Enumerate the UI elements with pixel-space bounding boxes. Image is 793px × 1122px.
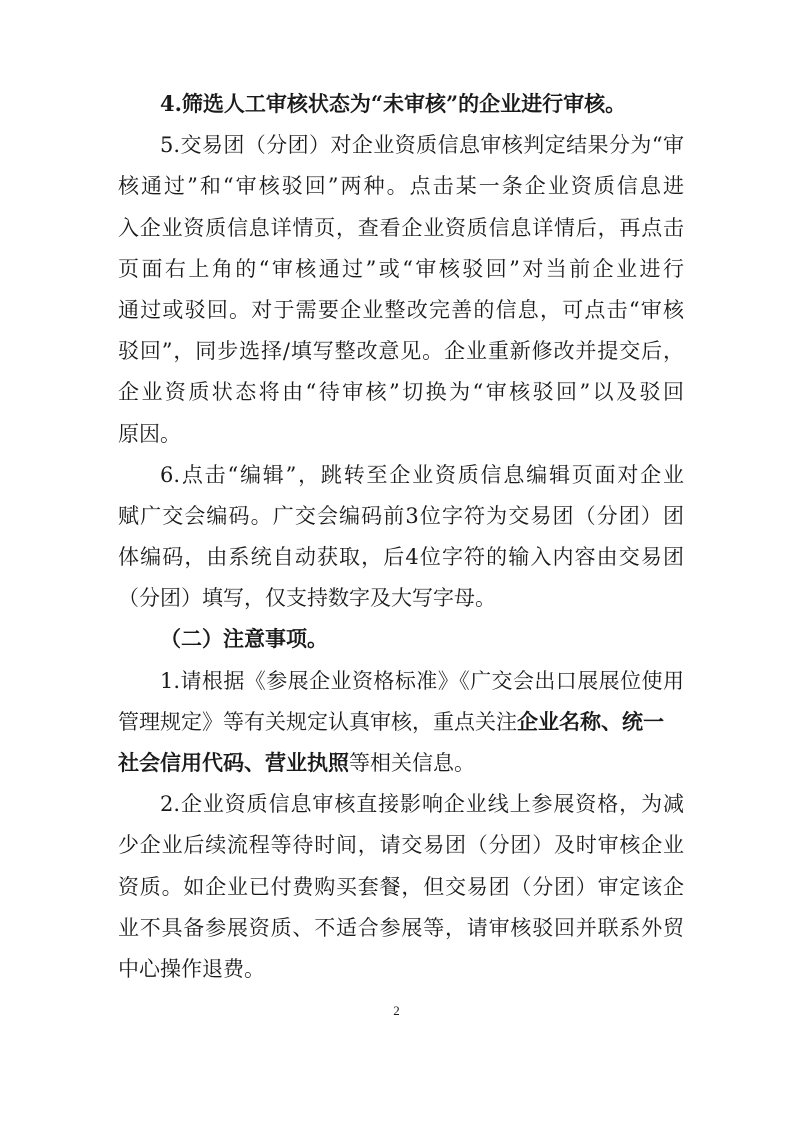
note-2-line: 少企业后续流程等待时间，请交易团（分团）及时审核企业 — [118, 833, 684, 857]
note-1-emphasis: 企业名称、统一 — [517, 709, 664, 734]
item-6-line: 赋广交会编码。广交会编码前3位字符为交易团（分团）团 — [118, 504, 684, 528]
note-1-line — [118, 708, 684, 736]
note-1-line — [118, 749, 684, 777]
page-number: 2 — [393, 1003, 400, 1018]
item-6-line: （分团）填写，仅支持数字及大写字母。 — [118, 586, 496, 610]
item-6-line: 体编码，由系统自动获取，后4位字符的输入内容由交易团 — [118, 545, 684, 569]
item-5-line: 企业资质状态将由“待审核”切换为“审核驳回”以及驳回 — [118, 380, 684, 404]
item-4-line: 4.筛选人工审核状态为“未审核”的企业进行审核。 — [160, 91, 627, 116]
note-1-text: 等相关信息。 — [349, 751, 475, 775]
note-2-line: 资质。如企业已付费购买套餐，但交易团（分团）审定该企 — [118, 875, 684, 899]
note-2-line: 中心操作退费。 — [118, 957, 265, 981]
item-5-line: 原因。 — [118, 422, 181, 446]
item-5-line: 通过或驳回。对于需要企业整改完善的信息，可点击“审核 — [118, 298, 684, 322]
note-1-text: 管理规定》等有关规定认真审核，重点关注 — [118, 710, 517, 734]
item-5-line: 页面右上角的“审核通过”或“审核驳回”对当前企业进行 — [118, 257, 684, 281]
item-5-line: 驳回”，同步选择/填写整改意见。企业重新修改并提交后， — [118, 339, 684, 363]
item-6-line: 6.点击“编辑”，跳转至企业资质信息编辑页面对企业 — [160, 463, 684, 487]
item-5-line: 入企业资质信息详情页，查看企业资质信息详情后，再点击 — [118, 216, 684, 240]
note-1-emphasis: 社会信用代码、营业执照 — [118, 750, 349, 775]
item-5-line: 核通过”和“审核驳回”两种。点击某一条企业资质信息进 — [118, 174, 684, 198]
section-heading: （二）注意事项。 — [160, 626, 328, 651]
note-2-line: 业不具备参展资质、不适合参展等，请审核驳回并联系外贸 — [118, 916, 684, 940]
item-5-line: 5.交易团（分团）对企业资质信息审核判定结果分为“审 — [160, 133, 684, 157]
note-2-line: 2.企业资质信息审核直接影响企业线上参展资格，为减 — [160, 792, 684, 816]
note-1-line: 1.请根据《参展企业资格标准》《广交会出口展展位使用 — [160, 669, 684, 693]
